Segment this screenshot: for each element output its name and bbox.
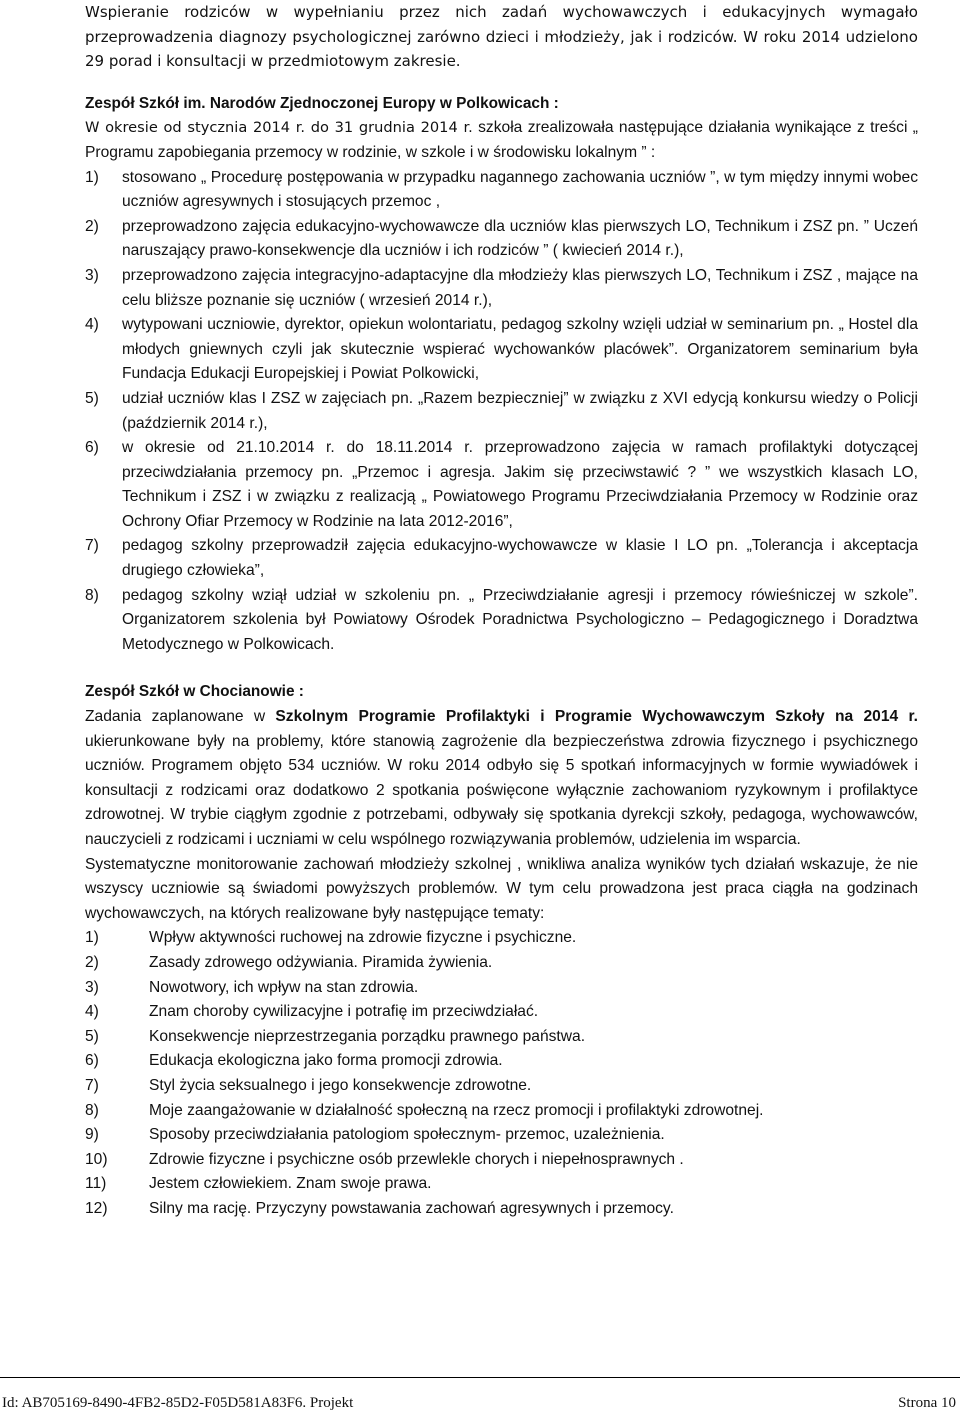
list-item-number: 6) (85, 439, 99, 457)
list-item-text: stosowano „ Procedurę postępowania w przypadku nagannego zachowania uczniów ”, w tym między innymi wobec uczniów agresywnych i stosujących przemoc , (122, 168, 918, 211)
list-item-number: 2) (85, 953, 99, 971)
lead-rest: szkoła zrealizowała następujące działania wynikające z treści „ Programu zapobiegania przemocy w rodzinie, w szkole i w środowisku lokalnym ” : (85, 119, 918, 161)
program-name: Szkolnym Programie Profilaktyki i Programie Wychowawczym Szkoły na 2014 r. (275, 708, 918, 726)
list-item-number: 1) (85, 929, 99, 947)
list-item-number: 3) (85, 978, 99, 996)
list-item-number: 12) (85, 1199, 108, 1217)
list-item-number: 3) (85, 266, 99, 284)
list-item (85, 584, 918, 658)
list-item (85, 1148, 918, 1173)
list-item (85, 926, 918, 951)
list-item (85, 1025, 918, 1050)
list-item (85, 1074, 918, 1099)
list-item-number: 11) (85, 1175, 107, 1193)
list-item-text: Znam choroby cywilizacyjne i potrafię im przeciwdziałać. (149, 1003, 539, 1021)
list-item-text: przeprowadzono zajęcia integracyjno-adaptacyjne dla młodzieży klas pierwszych LO, Technikum i ZSZ , mające na celu bliższe poznanie się uczniów ( wrzesień 2014 r.), (122, 266, 918, 309)
actions-list (85, 166, 918, 658)
list-item-text: Moje zaangażowanie w działalność społeczną na rzecz promocji i profilaktyki zdrowotnej. (149, 1101, 764, 1119)
list-item-text: Nowotwory, ich wpływ na stan zdrowia. (149, 978, 419, 996)
list-item-number: 8) (85, 1101, 99, 1119)
section-paragraph-1 (85, 705, 918, 853)
list-item (85, 534, 918, 583)
document-page (85, 0, 918, 1222)
list-item (85, 215, 918, 264)
list-item (85, 264, 918, 313)
section-heading-chocianow: Zespół Szkół w Chocianowie : (85, 683, 304, 701)
list-item-text: Jestem człowiekiem. Znam swoje prawa. (149, 1175, 432, 1193)
list-item-number: 10) (85, 1150, 108, 1168)
list-item-text: Wpływ aktywności ruchowej na zdrowie fizyczne i psychiczne. (149, 929, 577, 947)
section-paragraph-2: Systematyczne monitorowanie zachowań młodzieży szkolnej , wnikliwa analiza wyników tych działań wskazuje, że nie wszyscy uczniowie są świadomi powyższych problemów. W tym celu prowadzona jest praca ciągła na godzinach wychowawczych, na których realizowane były następujące tematy: (85, 855, 918, 922)
page-number: Strona 10 (898, 1395, 956, 1411)
list-item-number: 8) (85, 586, 99, 604)
list-item-text: pedagog szkolny przeprowadził zajęcia edukacyjno-wychowawcze w klasie I LO pn. „Tolerancja i akceptacja drugiego człowieka”, (122, 537, 918, 580)
list-item-text: Silny ma rację. Przyczyny powstawania zachowań agresywnych i przemocy. (149, 1199, 674, 1217)
paragraph-text: ukierunkowane były na problemy, które stanowią zagrożenie dla bezpieczeństwa zdrowia fizycznego i psychicznego uczniów. Programem objęto 534 uczniów. W roku 2014 odbyło się 5 spotkań informacyjnych w formie wywiadówek i konsultacji z rodzicami oraz dodatkowo 2 spotkania poświęcone wyłącznie zachowaniom ryzykownym i profilaktyce zdrowotnej. W trybie ciągłym zgodnie z potrzebami, odbywały się spotkania dyrekcji szkoły, pedagoga, wychowawców, nauczycieli z rodzicami i uczniami w celu wspólnego rozwiązywania problemów, udzielenia im wsparcia. (85, 732, 918, 848)
list-item-number: 2) (85, 217, 99, 235)
list-item-number: 7) (85, 537, 99, 555)
page-footer (0, 1377, 960, 1411)
list-item (85, 436, 918, 534)
section-heading-polkowice: Zespół Szkół im. Narodów Zjednoczonej Europy w Polkowicach : (85, 94, 559, 112)
list-item-number: 1) (85, 168, 99, 186)
list-item-text: przeprowadzono zajęcia edukacyjno-wychowawcze dla uczniów klas pierwszych LO, Technikum i ZSZ pn. ” Uczeń naruszający prawo-konsekwencje dla uczniów i ich rodziców ” ( kwiecień 2014 r.), (122, 217, 918, 260)
list-item (85, 1197, 918, 1222)
list-item-number: 4) (85, 1003, 99, 1021)
list-item (85, 1123, 918, 1148)
list-item-text: Edukacja ekologiczna jako forma promocji zdrowia. (149, 1052, 503, 1070)
paragraph-text: Zadania zaplanowane w (85, 708, 276, 726)
list-item-text: wytypowani uczniowie, dyrektor, opiekun wolontariatu, pedagog szkolny wzięli udział w seminarium pn. „ Hostel dla młodych gniewnych czyli jak skutecznie wspierać wychowanków placówek”. Organizatorem seminarium była Fundacja Edukacji Europejskiej i Powiat Polkowicki, (122, 316, 918, 383)
lead-date-range: W okresie od stycznia 2014 r. do 31 grudnia 2014 r. (85, 119, 473, 137)
list-item (85, 951, 918, 976)
topics-list (85, 926, 918, 1221)
list-item (85, 1099, 918, 1124)
document-id: Id: AB705169-8490-4FB2-85D2-F05D581A83F6. Projekt (2, 1395, 354, 1411)
list-item-text: w okresie od 21.10.2014 r. do 18.11.2014 r. przeprowadzono zajęcia w ramach profilaktyki dotyczącej przeciwdziałania przemocy pn. „Przemoc i agresja. Jakim się przeciwstawić ? ” we wszystkich klasach LO, Technikum i ZSZ i w związku z realizacją „ Powiatowego Programu Przeciwdziałania Przemocy w Rodzinie oraz Ochrony Ofiar Przemocy w Rodzinie na lata 2012-2016”, (122, 439, 918, 530)
list-item (85, 387, 918, 436)
list-item (85, 1049, 918, 1074)
list-item-number: 5) (85, 389, 99, 407)
list-item-text: pedagog szkolny wziął udział w szkoleniu pn. „ Przeciwdziałanie agresji i przemocy rówieśniczej w szkole”. Organizatorem szkolenia był Powiatowy Ośrodek Poradnictwa Psychologiczno – Pedagogicznego i Doradztwa Metodycznego w Polkowicach. (122, 586, 918, 653)
list-item (85, 976, 918, 1001)
list-item (85, 1172, 918, 1197)
list-item-number: 4) (85, 316, 99, 334)
list-item-text: Zdrowie fizyczne i psychiczne osób przewlekle chorych i niepełnosprawnych . (149, 1150, 684, 1168)
intro-paragraph: Wspieranie rodziców w wypełnianiu przez nich zadań wychowawczych i edukacyjnych wymagało przeprowadzenia diagnozy psychologicznej zarówno dzieci i młodzieży, jak i rodziców. W roku 2014 udzielono 29 porad i konsultacji w przedmiotowym zakresie. (85, 3, 918, 71)
list-item-number: 6) (85, 1052, 99, 1070)
list-item-number: 9) (85, 1126, 99, 1144)
section-lead-polkowice (85, 116, 918, 165)
list-item-text: Konsekwencje nieprzestrzegania porządku prawnego państwa. (149, 1027, 586, 1045)
list-item-number: 5) (85, 1027, 99, 1045)
list-item (85, 313, 918, 387)
list-item-text: Zasady zdrowego odżywiania. Piramida żywienia. (149, 953, 493, 971)
list-item (85, 1000, 918, 1025)
list-item (85, 166, 918, 215)
list-item-text: udział uczniów klas I ZSZ w zajęciach pn. „Razem bezpieczniej” w związku z XVI edycją konkursu wiedzy o Policji (październik 2014 r.), (122, 389, 918, 432)
list-item-text: Styl życia seksualnego i jego konsekwencje zdrowotne. (149, 1076, 532, 1094)
list-item-text: Sposoby przeciwdziałania patologiom społecznym- przemoc, uzależnienia. (149, 1126, 665, 1144)
list-item-number: 7) (85, 1076, 99, 1094)
